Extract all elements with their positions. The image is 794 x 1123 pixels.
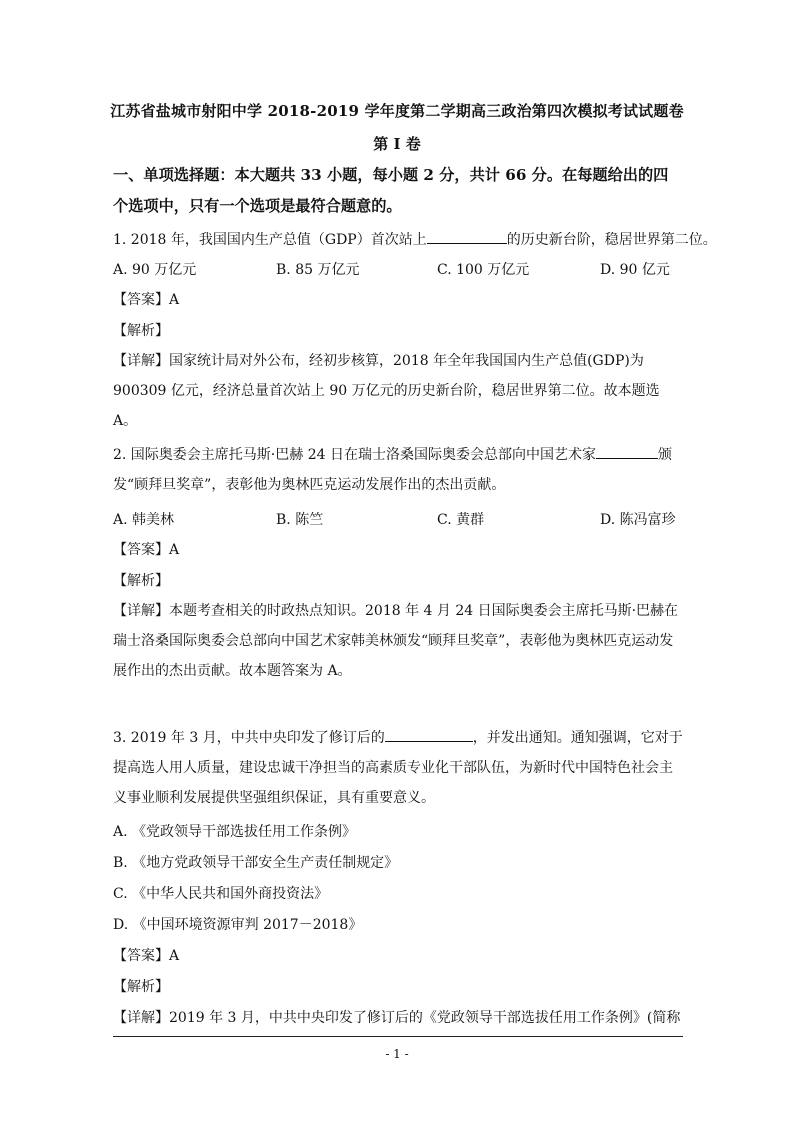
question-1-analysis-label: 【解析】	[113, 323, 169, 339]
question-3-stem-post: ，并发出通知。通知强调，它对于提高选人用人质量，建设忠诚干净担当的高素质专业化干部队伍，为新时代中国特色社会主义事业顺利发展提供坚强组织保证，具有重要意义。	[113, 730, 683, 806]
answer-blank	[385, 727, 473, 742]
answer-blank	[596, 444, 658, 459]
question-1-stem	[113, 229, 717, 250]
question-1-stem-pre: 1. 2018 年，我国国内生产总值（GDP）首次站上	[113, 232, 427, 248]
footer-divider	[113, 1036, 683, 1037]
question-2-stem-post: 颁发“顾拜旦奖章”，表彰他为奥林匹克运动发展作出的杰出贡献。	[113, 447, 672, 493]
document-title: 江苏省盐城市射阳中学 2018-2019 学年度第二学期高三政治第四次模拟考试试题卷	[110, 102, 684, 120]
question-2-stem-pre: 2. 国际奥委会主席托马斯·巴赫 24 日在瑞士洛桑国际奥委会总部向中国艺术家	[113, 447, 596, 463]
question-2-stem	[113, 440, 685, 500]
question-3-stem-pre: 3. 2019 年 3 月，中共中央印发了修订后的	[113, 730, 385, 746]
question-1-option-a: A. 90 万亿元	[113, 262, 197, 278]
question-3-option-c: C. 《中华人民共和国外商投资法》	[113, 886, 329, 902]
question-1-stem-post: 的历史新台阶，稳居世界第二位。	[506, 232, 717, 248]
question-2-option-c: C. 黄群	[437, 512, 485, 528]
question-1-option-d: D. 90 亿元	[600, 262, 670, 278]
question-2-option-a: A. 韩美林	[113, 512, 175, 528]
question-2-answer: 【答案】A	[113, 542, 180, 558]
question-1-option-b: B. 85 万亿元	[276, 262, 360, 278]
question-3-option-d: D. 《中国环境资源审判 2017－2018》	[113, 917, 363, 933]
question-3-option-b: B. 《地方党政领导干部安全生产责任制规定》	[113, 855, 399, 871]
question-1-answer: 【答案】A	[113, 292, 180, 308]
question-1-option-c: C. 100 万亿元	[437, 262, 530, 278]
question-2-detail: 【详解】本题考查相关的时政热点知识。2018 年 4 月 24 日国际奥委会主席托马斯·巴赫在瑞士洛桑国际奥委会总部向中国艺术家韩美林颁发“顾拜旦奖章”，表彰他为奥林匹克运动发展作出的杰出贡献。故本题答案为 A。	[113, 603, 679, 679]
question-3-analysis-label: 【解析】	[113, 979, 169, 995]
question-3-answer: 【答案】A	[113, 948, 180, 964]
question-3-detail: 【详解】2019 年 3 月，中共中央印发了修订后的《党政领导干部选拔任用工作条例》(简称	[113, 1010, 681, 1026]
volume-subtitle: 第 I 卷	[373, 135, 421, 153]
question-3-option-a: A. 《党政领导干部选拔任用工作条例》	[113, 824, 357, 840]
page-number: - 1 -	[385, 1047, 409, 1061]
answer-blank	[427, 229, 507, 244]
section-heading: 一、单项选择题：本大题共 33 小题，每小题 2 分，共计 66 分。在每题给出的四个选项中，只有一个选项是最符合题意的。	[113, 166, 669, 215]
question-2-option-b: B. 陈竺	[276, 512, 324, 528]
question-3-stem	[113, 723, 685, 813]
question-2-option-d: D. 陈冯富珍	[600, 512, 676, 528]
question-1-detail: 【详解】国家统计局对外公布，经初步核算，2018 年全年我国国内生产总值(GDP)为 900309 亿元，经济总量首次站上 90 万亿元的历史新台阶，稳居世界第二位。故本题选 A。	[113, 353, 660, 429]
question-2-analysis-label: 【解析】	[113, 573, 169, 589]
